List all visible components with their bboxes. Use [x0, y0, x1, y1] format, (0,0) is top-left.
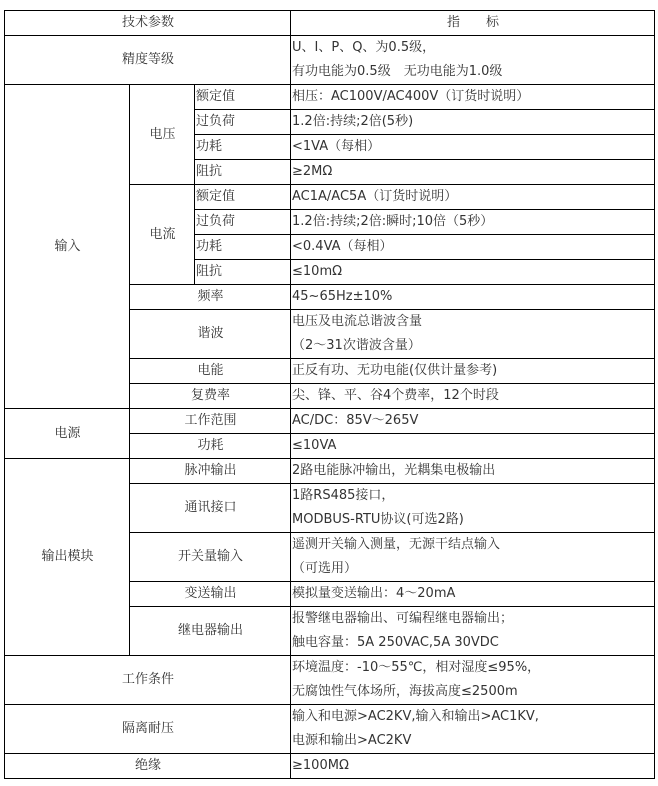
spec-table — [4, 10, 655, 779]
relay-line-2: 触电容量：5A 250VAC,5A 30VDC — [292, 635, 499, 650]
transmit-output-value: 模拟量变送输出：4～20mA — [291, 582, 655, 607]
comm-line-2: MODBUS-RTU协议(可选2路) — [292, 512, 464, 527]
switch-line-1: 遥测开关输入测量，无源干结点输入 — [292, 537, 501, 552]
working-line-1: 环境温度：-10～55℃，相对湿度≤95%， — [292, 660, 541, 675]
current-impedance-name: 阻抗 — [195, 260, 291, 285]
isolation-line-2: 电源和输出>AC2KV — [292, 733, 412, 748]
current-rated-value: AC1A/AC5A（订货时说明） — [291, 185, 655, 210]
current-label: 电流 — [130, 185, 195, 285]
header-row — [5, 11, 655, 36]
comm-interface-value — [291, 484, 655, 533]
working-conditions-value — [291, 656, 655, 705]
accuracy-value — [291, 36, 655, 85]
comm-interface-name: 通讯接口 — [130, 484, 291, 533]
current-rated-name: 额定值 — [195, 185, 291, 210]
isolation-value — [291, 705, 655, 754]
row-power-range — [5, 409, 655, 434]
power-range-name: 工作范围 — [130, 409, 291, 434]
accuracy-line-2: 有功电能为0.5级 无功电能为1.0级 — [292, 64, 503, 79]
relay-output-value — [291, 607, 655, 656]
switch-input-value — [291, 533, 655, 582]
harmonic-value — [291, 310, 655, 359]
voltage-impedance-name: 阻抗 — [195, 160, 291, 185]
row-isolation — [5, 705, 655, 754]
transmit-output-name: 变送输出 — [130, 582, 291, 607]
pulse-output-name: 脉冲输出 — [130, 459, 291, 484]
frequency-value: 45~65Hz±10% — [291, 285, 655, 310]
power-consumption-name: 功耗 — [130, 434, 291, 459]
multi-rate-name: 复费率 — [130, 384, 291, 409]
voltage-rated-value: 相压：AC100V/AC400V（订货时说明） — [291, 85, 655, 110]
frequency-name: 频率 — [130, 285, 291, 310]
insulation-label: 绝缘 — [5, 754, 291, 779]
energy-value: 正反有功、无功电能(仅供计量参考) — [291, 359, 655, 384]
header-param: 技术参数 — [5, 11, 291, 36]
multi-rate-value: 尖、锋、平、谷4个费率，12个时段 — [291, 384, 655, 409]
relay-line-1: 报警继电器输出、可编程继电器输出； — [292, 611, 514, 626]
comm-line-1: 1路RS485接口， — [292, 488, 395, 503]
accuracy-line-1: U、I、P、Q、为0.5级， — [292, 40, 436, 55]
power-range-value: AC/DC：85V～265V — [291, 409, 655, 434]
power-label: 电源 — [5, 409, 130, 459]
power-consumption-value: ≤10VA — [291, 434, 655, 459]
row-working-conditions — [5, 656, 655, 705]
current-overload-value: 1.2倍:持续;2倍:瞬时;10倍（5秒） — [291, 210, 655, 235]
harmonic-line-2: （2～31次谐波含量） — [292, 338, 421, 353]
harmonic-name: 谐波 — [130, 310, 291, 359]
current-impedance-value: ≤10mΩ — [291, 260, 655, 285]
harmonic-line-1: 电压及电流总谐波含量 — [292, 314, 423, 329]
row-pulse-output — [5, 459, 655, 484]
working-conditions-label: 工作条件 — [5, 656, 291, 705]
current-overload-name: 过负荷 — [195, 210, 291, 235]
row-accuracy — [5, 36, 655, 85]
voltage-rated-name: 额定值 — [195, 85, 291, 110]
isolation-line-1: 输入和电源>AC2KV,输入和输出>AC1KV, — [292, 709, 539, 724]
voltage-overload-name: 过负荷 — [195, 110, 291, 135]
insulation-value: ≥100MΩ — [291, 754, 655, 779]
relay-output-name: 继电器输出 — [130, 607, 291, 656]
accuracy-label: 精度等级 — [5, 36, 291, 85]
output-label: 输出模块 — [5, 459, 130, 656]
isolation-label: 隔离耐压 — [5, 705, 291, 754]
row-insulation — [5, 754, 655, 779]
header-spec: 指 标 — [291, 11, 655, 36]
voltage-consumption-value: <1VA（每相） — [291, 135, 655, 160]
current-consumption-value: <0.4VA（每相） — [291, 235, 655, 260]
voltage-overload-value: 1.2倍:持续;2倍(5秒) — [291, 110, 655, 135]
voltage-consumption-name: 功耗 — [195, 135, 291, 160]
voltage-impedance-value: ≥2MΩ — [291, 160, 655, 185]
energy-name: 电能 — [130, 359, 291, 384]
pulse-output-value: 2路电能脉冲输出，光耦集电极输出 — [291, 459, 655, 484]
voltage-label: 电压 — [130, 85, 195, 185]
row-voltage-rated — [5, 85, 655, 110]
input-label: 输入 — [5, 85, 130, 409]
working-line-2: 无腐蚀性气体场所，海拔高度≤2500m — [292, 684, 518, 699]
switch-input-name: 开关量输入 — [130, 533, 291, 582]
current-consumption-name: 功耗 — [195, 235, 291, 260]
switch-line-2: （可选用） — [292, 561, 358, 576]
